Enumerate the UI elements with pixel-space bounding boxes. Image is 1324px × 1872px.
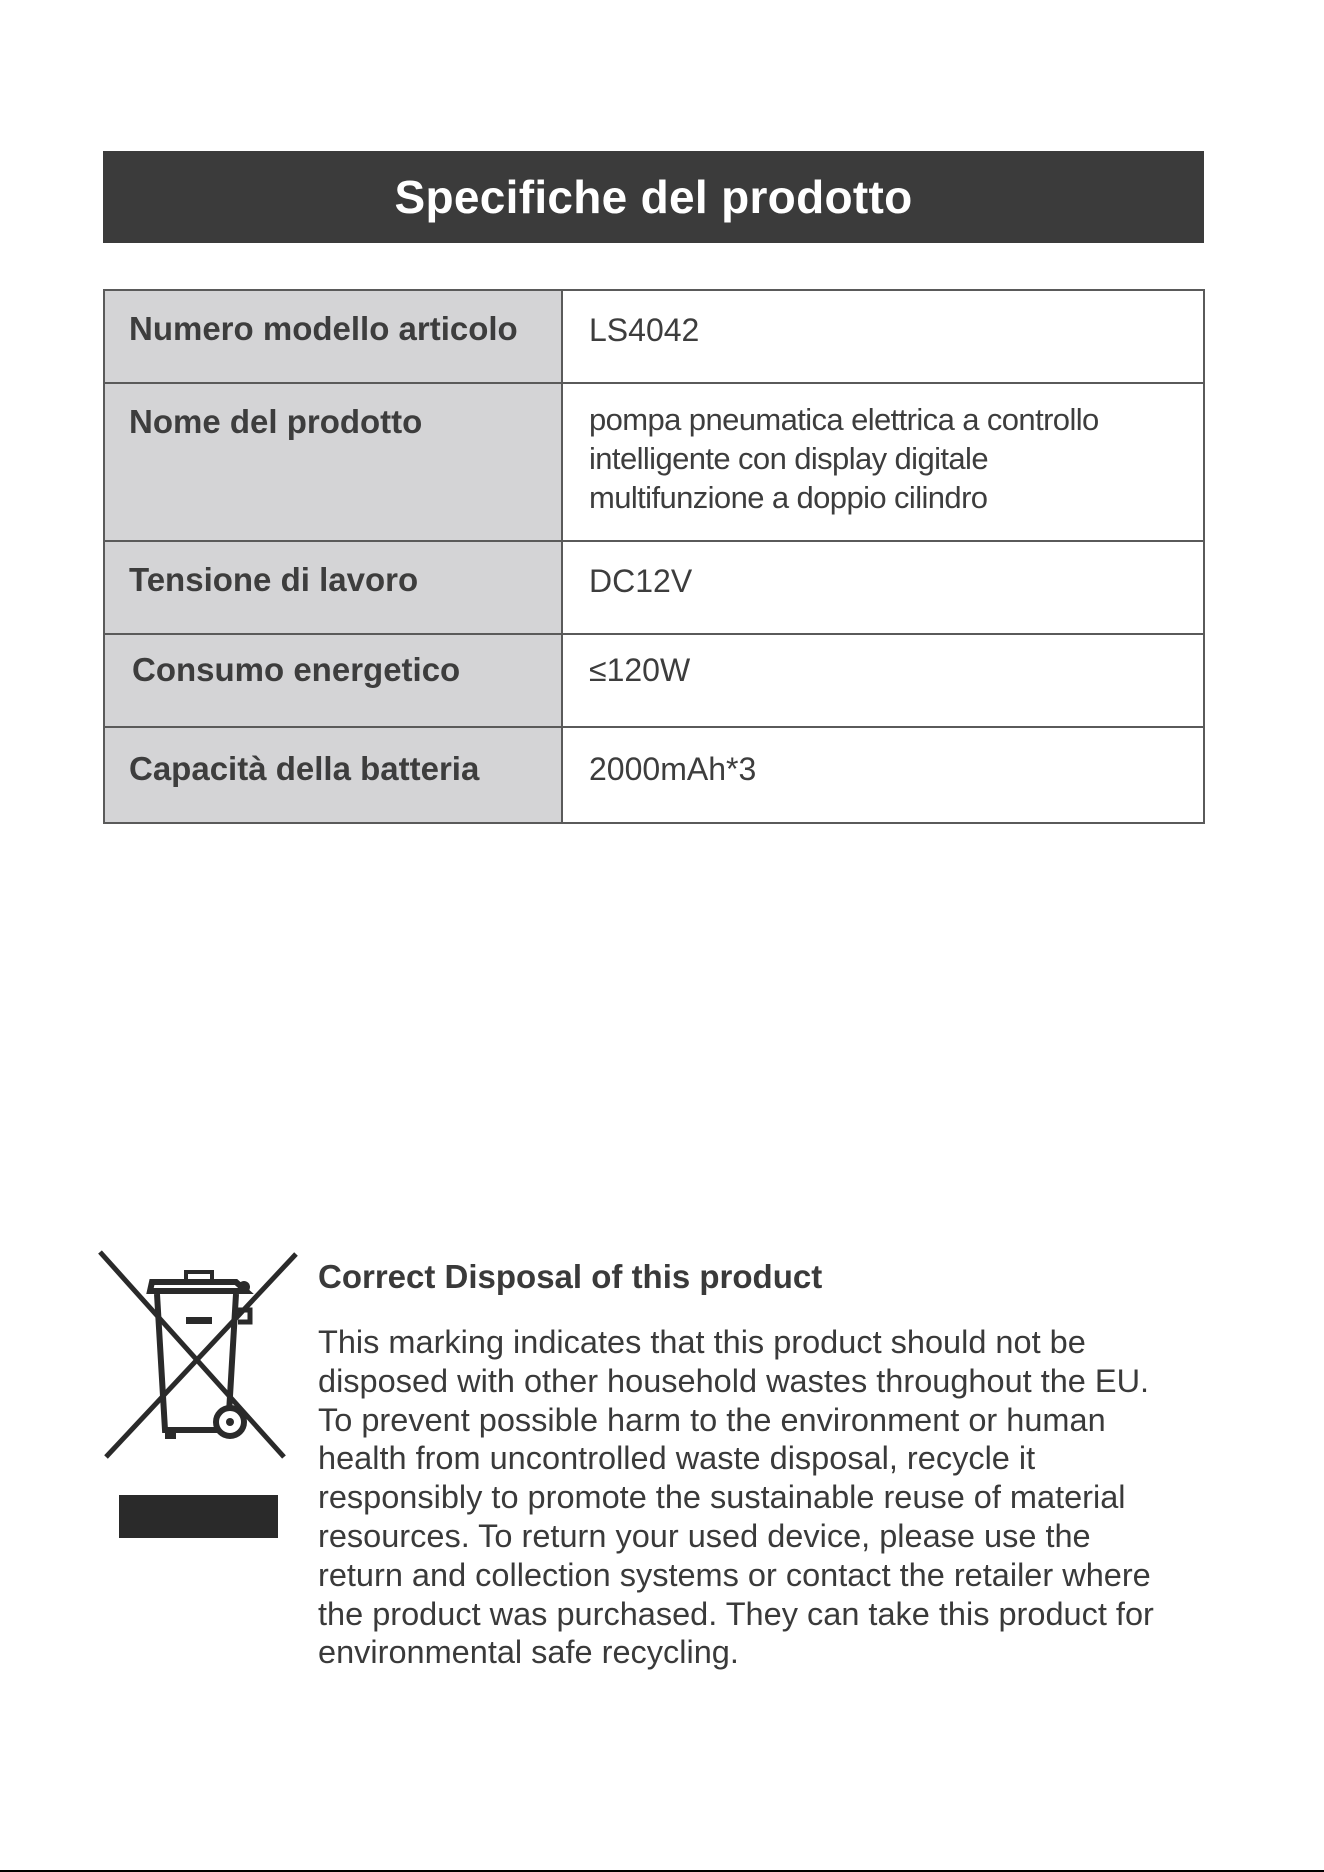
disposal-body: This marking indicates that this product should not be disposed with other household wastes throughout the EU. To prevent possible harm to the environment or human health from uncontrolled waste disposal, recycle it responsibly to promote the sustainable reuse of material resources. To return your used device, please use the return and collection systems or contact the retailer where the product was purchased. They can take this product for environmental safe recycling. [318, 1324, 1154, 1671]
spec-value-product-name: pompa pneumatica elettrica a controllo intelligente con display digitale multifunzione a doppio cilindro [562, 383, 1204, 541]
table-row [104, 634, 1204, 727]
weee-bar [119, 1495, 278, 1538]
spec-label-battery-capacity: Capacità della batteria [104, 727, 562, 823]
spec-value-power-consumption: ≤120W [562, 634, 1204, 727]
spec-value-battery-capacity: 2000mAh*3 [562, 727, 1204, 823]
spec-label-product-name: Nome del prodotto [104, 383, 562, 541]
spec-value-model-number: LS4042 [562, 290, 1204, 383]
disposal-notice [318, 1258, 1218, 1672]
table-row [104, 727, 1204, 823]
spec-label-model-number: Numero modello articolo [104, 290, 562, 383]
table-row [104, 541, 1204, 634]
spec-label-power-consumption: Consumo energetico [104, 634, 562, 727]
product-spec-table [103, 289, 1205, 824]
table-row [104, 290, 1204, 383]
page-title: Specifiche del prodotto [394, 171, 913, 223]
crossed-out-wheelie-bin-icon [98, 1250, 298, 1540]
section-title-bar [103, 151, 1204, 243]
spec-value-working-voltage: DC12V [562, 541, 1204, 634]
spec-label-working-voltage: Tensione di lavoro [104, 541, 562, 634]
table-row [104, 383, 1204, 541]
disposal-heading: Correct Disposal of this product [318, 1258, 823, 1295]
